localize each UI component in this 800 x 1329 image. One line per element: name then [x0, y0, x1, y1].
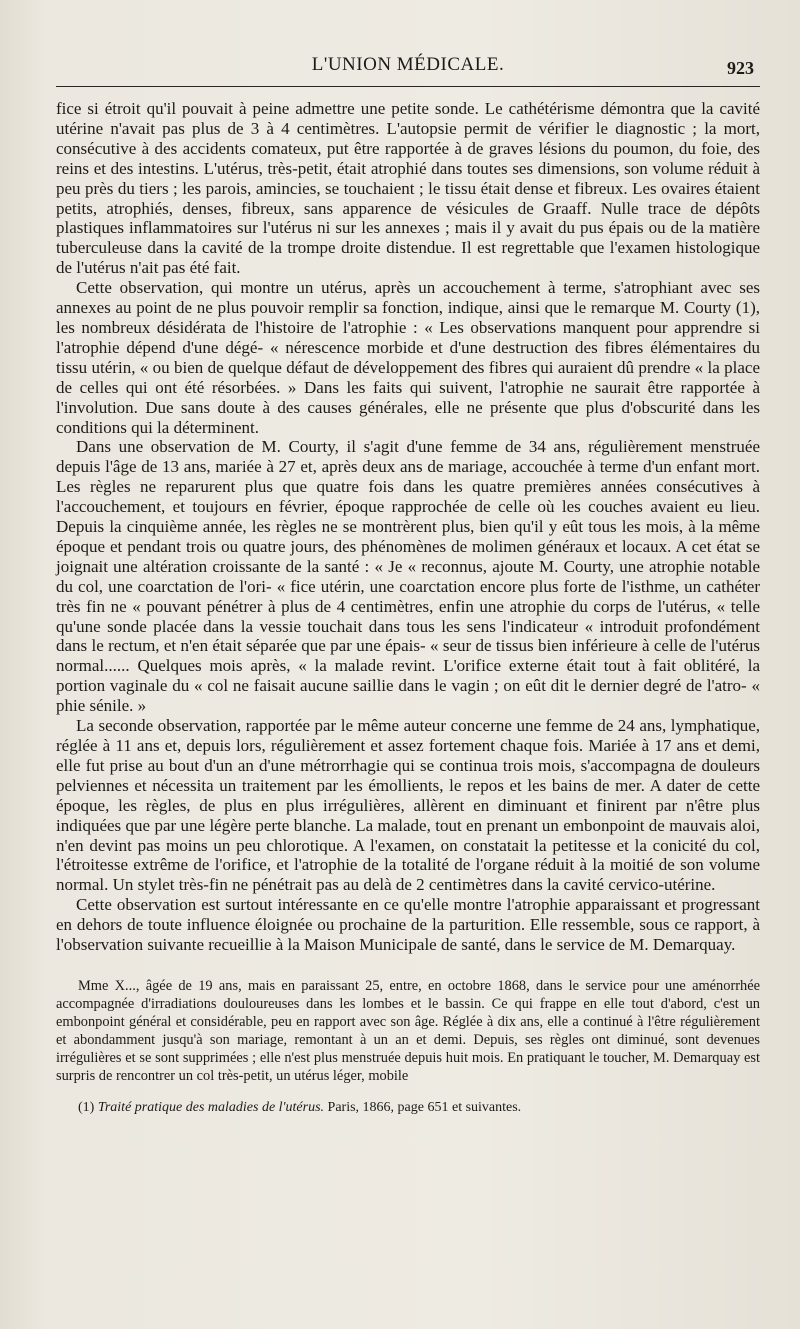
paragraph-3: Dans une observation de M. Courty, il s'agit d'une femme de 34 ans, régulièrement menstruée depuis l'âge de 13 ans, mariée à 27 et, après deux ans de mariage, accouchée à terme d'un enfant mort. Les règles ne reparurent plus que quatre fois dans les quatre premières années consécutives à l'accouchement, et toujours en février, époque rapprochée de celle où les couches avaient eu lieu. Depuis la cinquième année, les règles ne se montrèrent plus, bien qu'il y eût tous les mois, à la même époque et pendant trois ou quatre jours, des phénomènes de molimen généraux et locaux. A cet état se joignait une altération croissante de la santé : « Je « reconnus, ajoute M. Courty, une atrophie notable du col, une coarctation de l'ori- « fice utérin, une coarctation encore plus forte de l'isthme, un cathéter très fin ne « pouvant pénétrer à plus de 4 centimètres, enfin une atrophie du corps de l'utérus, « telle qu'une sonde placée dans la vessie touchait dans tous les sens l'indicateur « introduit profondément dans le rectum, et n'en était séparée que par une épais- « seur de tissus bien inférieure à celle de l'utérus normal...... Quelques mois après, « la malade revint. L'orifice externe était tout à fait oblitéré, la portion vaginale du « col ne faisait aucune saillie dans le vagin ; on eût dit le dernier degré de l'atro- « phie sénile. » — [56, 437, 760, 716]
footnote-rest: Paris, 1866, page 651 et suivantes. — [327, 1099, 522, 1115]
paragraph-1: fice si étroit qu'il pouvait à peine admettre une petite sonde. Le cathétérisme démontra que la cavité utérine n'avait pas plus de 3 à 4 centimètres. L'autopsie permit de vérifier le diagnostic ; la mort, consécutive à des accidents comateux, put être rapportée à de graves lésions du poumon, du foie, des reins et des intestins. L'utérus, très-petit, était atrophié dans toutes ses dimensions, son volume réduit à peu près du tiers ; les parois, amincies, se touchaient ; le tissu était dense et fibreux. Les ovaires étaient petits, atrophiés, denses, fibreux, sans apparence de vésicules de Graaff. Nulle trace de dépôts plastiques inflammatoires sur l'utérus ni sur les annexes ; mais il y avait du pus épais ou de la matière tuberculeuse dans la cavité de la trompe droite distendue. Il est regrettable que l'examen histologique de l'utérus n'ait pas été fait. — [56, 99, 760, 278]
paragraph-2: Cette observation, qui montre un utérus, après un accouchement à terme, s'atrophiant avec ses annexes au point de ne plus pouvoir remplir sa fonction, indique, ainsi que le remarque M. Courty (1), les nombreux désidérata de l'histoire de l'atrophie : « Les observations manquent pour apprendre si l'atrophie dépend d'une dégé- « nérescence morbide et d'une destruction des fibres élémentaires du tissu utérin, « ou bien de quelque défaut de développement des fibres qui auraient dû prendre « la place de celles qui ont été résorbées. » Dans les faits qui suivent, l'atrophie ne saurait être rapportée à l'involution. Due sans doute à des causes générales, elle ne présente que plus d'obscurité dans les conditions qui la déterminent. — [56, 278, 760, 437]
running-title: L'UNION MÉDICALE. — [311, 54, 505, 75]
footnote-marker: (1) — [78, 1099, 95, 1115]
paragraph-5: Cette observation est surtout intéressante en ce qu'elle montre l'atrophie apparaissant et progressant en dehors de toute influence éloignée ou prochaine de la parturition. Elle ressemble, sous ce rapport, à l'observation suivante recueillie à la Maison Municipale de santé, dans le service de M. Demarquay. — [56, 895, 760, 955]
paragraph-4: La seconde observation, rapportée par le même auteur concerne une femme de 24 ans, lymphatique, réglée à 11 ans et, depuis lors, régulièrement et assez fortement chaque fois. Mariée à 17 ans et demi, elle fut prise au bout d'un an d'une métrorrhagie qui se continua trois mois, s'accompagna de douleurs pelviennes et nécessita un traitement par les émollients, le repos et les bains de mer. A dater de cette époque, les règles, de plus en plus irrégulières, allèrent en diminuant et finirent par n'être plus indiquées que par une légère perte blanche. La malade, tout en prenant un embonpoint de mauvais aloi, n'en devint pas moins un peu chlorotique. A l'examen, on constatait la petitesse et la conicité du col, l'étroitesse extrême de l'orifice, et l'atrophie de la totalité de l'organe réduit à la moitié de son volume normal. Un stylet très-fin ne pénétrait pas au delà de 2 centimètres dans la cavité cervico-utérine. — [56, 716, 760, 895]
body-text — [56, 99, 760, 955]
page-header — [56, 52, 760, 87]
footnote-title: Traité pratique des maladies de l'utérus. — [97, 1099, 325, 1115]
case-note — [56, 977, 760, 1085]
case-note-text: Mme X..., âgée de 19 ans, mais en paraissant 25, entre, en octobre 1868, dans le service pour une aménorrhée accompagnée d'irradiations douloureuses dans les lombes et le bassin. Ce qui frappe en elle tout d'abord, c'est un embonpoint général et considérable, peu en rapport avec son âge. Réglée à dix ans, elle a continué à l'être régulièrement et abondamment jusqu'à son mariage, remontant à un an et demi. Depuis, ses règles ont diminué, sont devenues irrégulières et se sont supprimées ; elle n'est plus menstruée depuis huit mois. En pratiquant le toucher, M. Demarquay est surpris de rencontrer un col très-petit, un utérus léger, mobile — [56, 977, 760, 1084]
footnote — [56, 1099, 760, 1117]
page-number: 923 — [727, 58, 754, 78]
